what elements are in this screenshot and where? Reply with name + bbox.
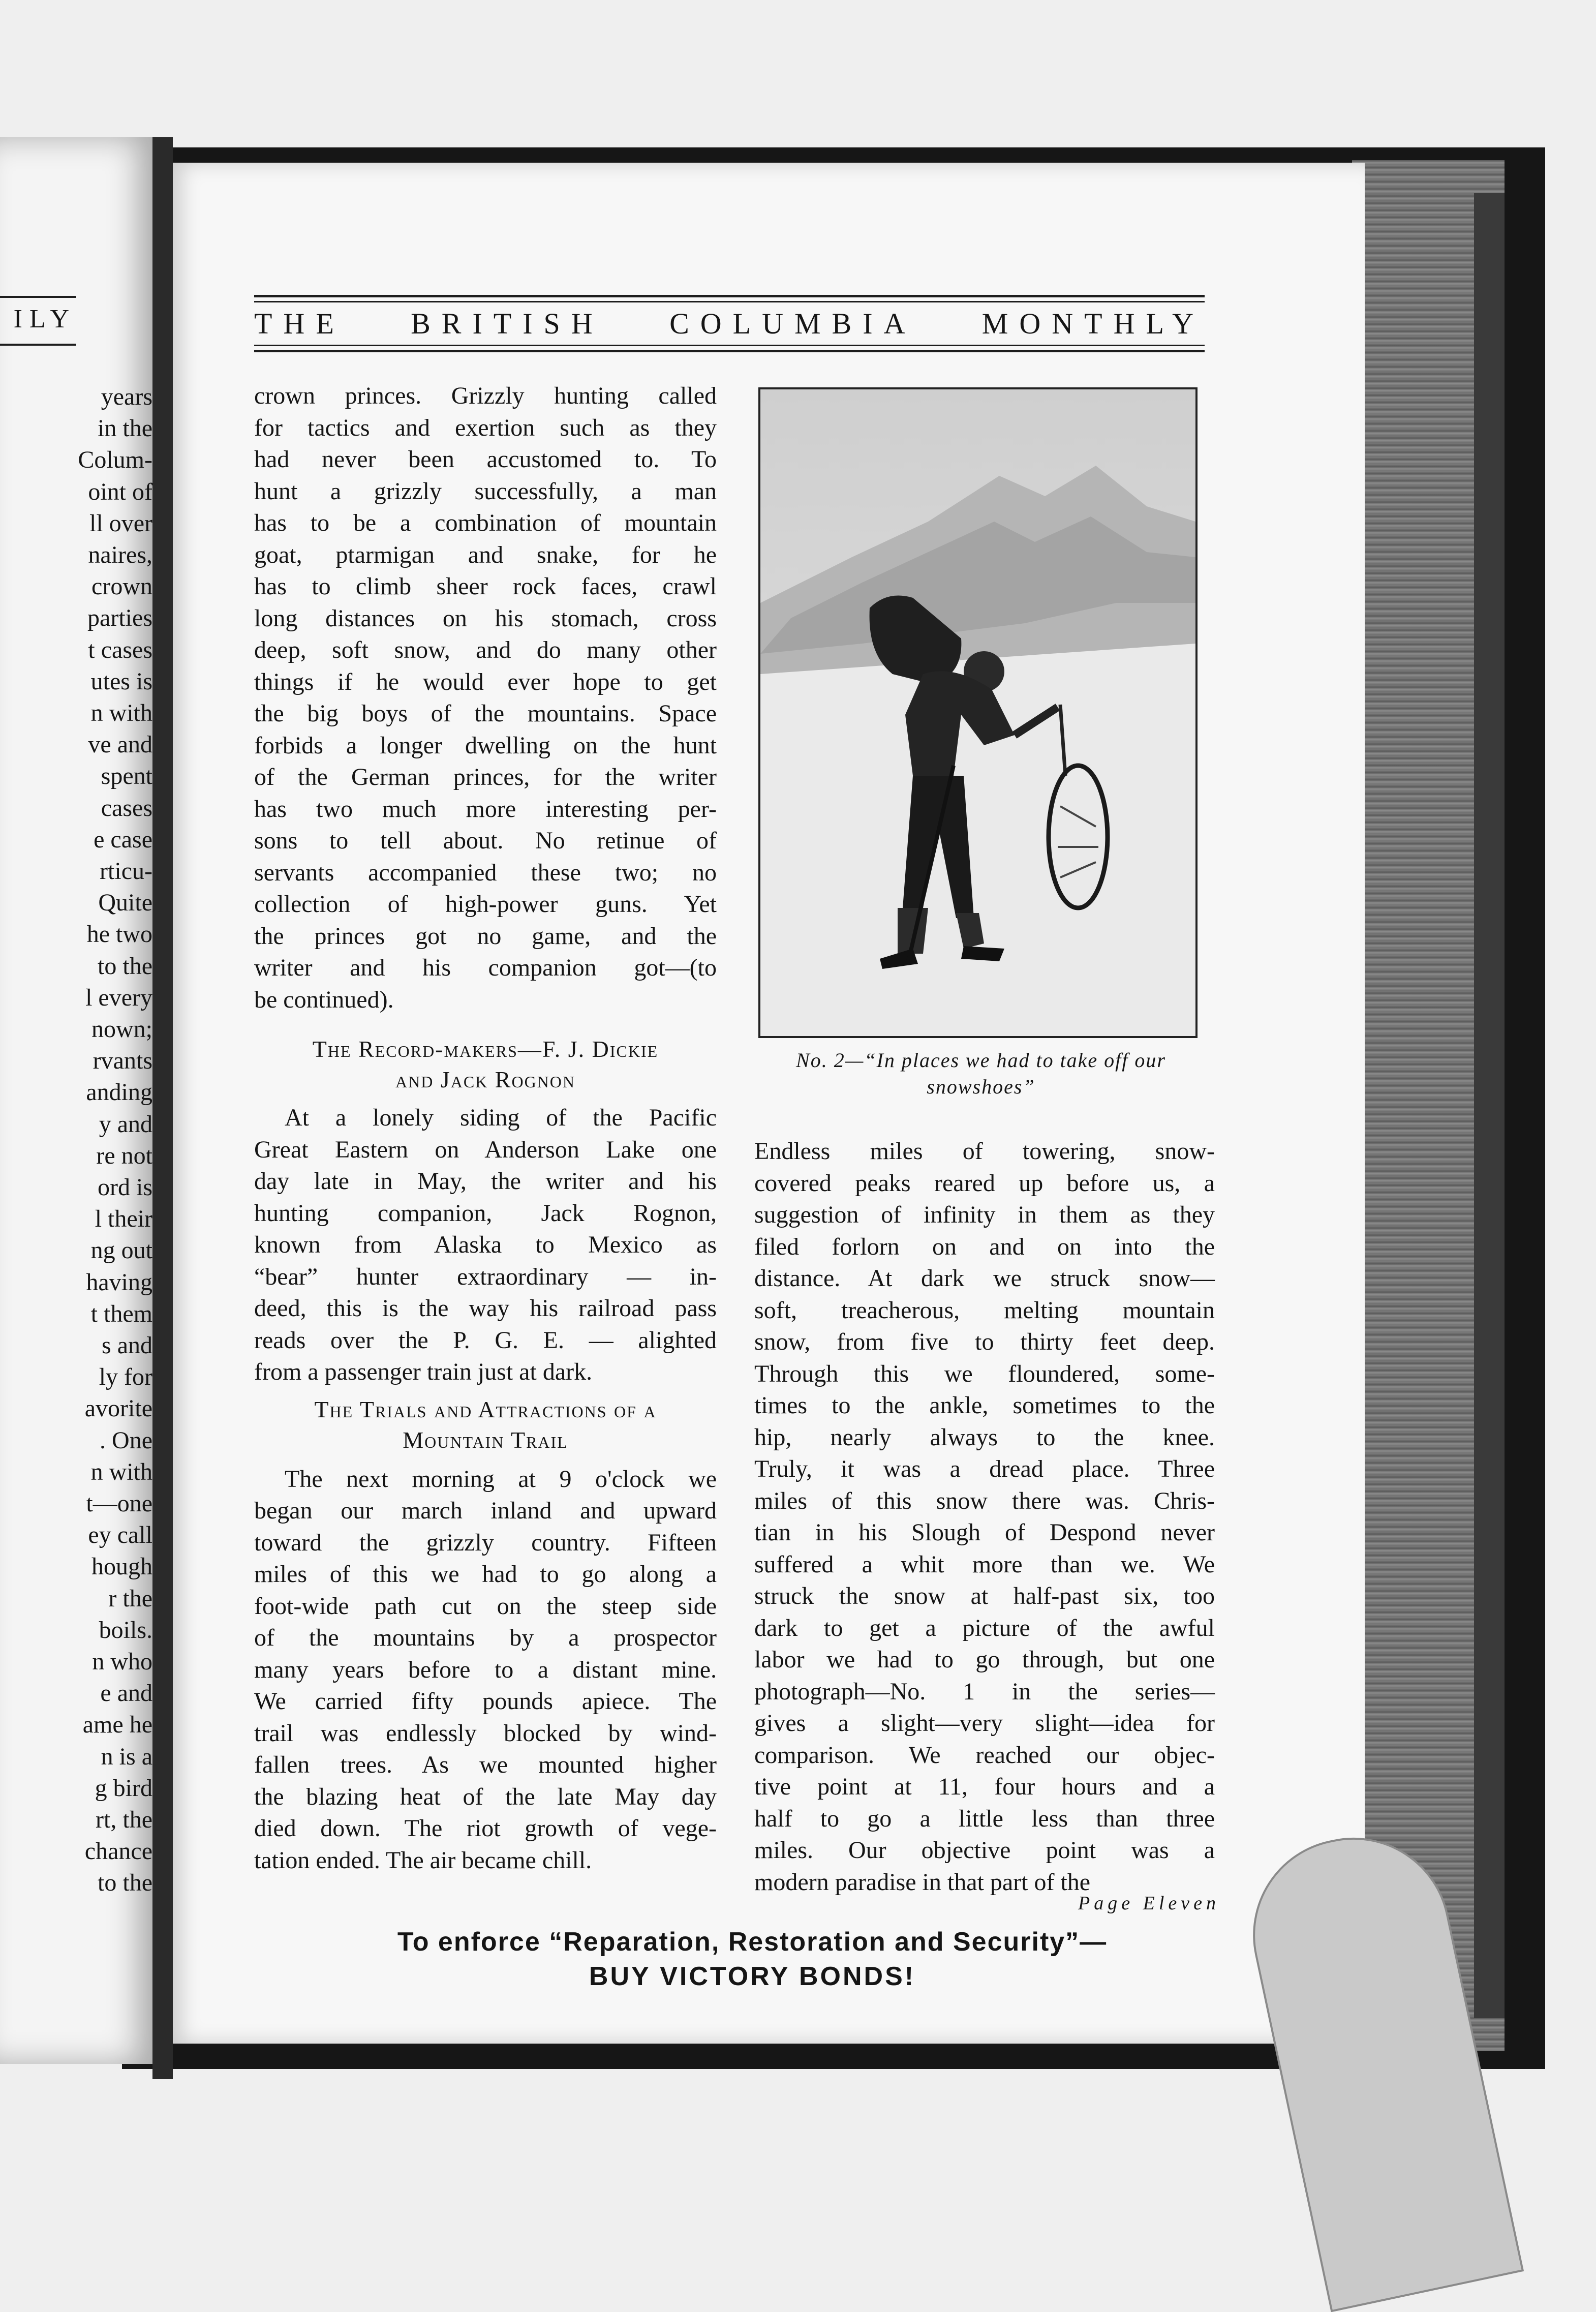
masthead-rule-top-1 — [254, 295, 1205, 297]
left-page-line: ng out — [90, 1237, 152, 1264]
text-line: had never been accustomed to. To — [254, 446, 717, 473]
left-page-line: g bird — [95, 1774, 152, 1802]
left-page-line: Quite — [98, 889, 152, 917]
text-line: from a passenger train just at dark. — [254, 1358, 593, 1385]
photograph — [758, 387, 1198, 1038]
text-line: hip, nearly always to the knee. — [754, 1423, 1215, 1451]
section-heading-record-makers — [254, 1034, 717, 1095]
photo-caption — [752, 1047, 1210, 1100]
left-page-line: spent — [101, 763, 152, 790]
text-line: Great Eastern on Anderson Lake one — [254, 1136, 717, 1163]
left-page-line: he two — [86, 921, 152, 948]
text-line: miles of this snow there was. Chris- — [754, 1487, 1215, 1514]
left-page-line: to the — [98, 1869, 152, 1897]
left-page-line: ll over — [89, 509, 152, 537]
left-page-line: . One — [100, 1426, 152, 1454]
book-gutter — [152, 137, 173, 2079]
text-line: struck the snow at half-past six, too — [754, 1583, 1215, 1609]
text-line: for tactics and exertion such as they — [254, 414, 717, 441]
left-page-header-fragment: ILY — [13, 305, 76, 333]
left-page-line: ame he — [82, 1711, 152, 1739]
left-page-line: chance — [84, 1838, 152, 1865]
text-line: the princes got no game, and the — [254, 922, 717, 950]
left-page-line: t them — [90, 1300, 152, 1327]
text-line: “bear” hunter extraordinary — in- — [254, 1263, 717, 1290]
left-header-rule-bottom — [0, 344, 76, 346]
text-line: the blazing heat of the late May day — [254, 1783, 717, 1810]
left-page-line: y and — [99, 1110, 152, 1138]
left-page-line: t cases — [88, 636, 152, 663]
text-line: miles. Our objective point was a — [754, 1837, 1215, 1864]
text-line: goat, ptarmigan and snake, for he — [254, 541, 717, 568]
left-page-line: n who — [92, 1648, 152, 1675]
left-page-line: rticu- — [100, 858, 152, 885]
text-line: The next morning at 9 o'clock we — [285, 1465, 717, 1493]
text-line: half to go a little less than three — [754, 1805, 1215, 1832]
left-page-line: t—one — [86, 1490, 152, 1517]
left-page-line: hough — [91, 1553, 152, 1580]
left-page-line: having — [86, 1268, 152, 1296]
left-page-line: ey call — [88, 1522, 152, 1549]
text-line: reads over the P. G. E. — alighted — [254, 1326, 717, 1354]
left-page-line: n with — [90, 1458, 152, 1485]
left-page-line: ly for — [99, 1363, 152, 1391]
text-line: fallen trees. As we mounted higher — [254, 1751, 717, 1778]
text-line: tive point at 11, four hours and a — [754, 1773, 1215, 1800]
left-page-line: utes is — [90, 667, 152, 695]
text-line: of the mountains by a prospector — [254, 1624, 717, 1651]
masthead-rule-top-2 — [254, 301, 1205, 302]
masthead-rule-bottom-2 — [254, 350, 1205, 352]
masthead-word-british: BRITISH — [411, 307, 604, 340]
left-page-line: boils. — [99, 1616, 152, 1644]
left-page-line: cases — [101, 794, 152, 822]
left-page-line: rvants — [93, 1047, 152, 1075]
text-line: tation ended. The air became chill. — [254, 1846, 592, 1874]
left-page-line: l their — [95, 1205, 152, 1233]
text-line: tian in his Slough of Despond never — [754, 1519, 1215, 1546]
text-line: dark to get a picture of the awful — [754, 1614, 1215, 1641]
page-edges-shadow — [1474, 193, 1505, 2018]
text-line: Endless miles of towering, snow- — [754, 1138, 1215, 1165]
text-line: modern paradise in that part of the — [754, 1868, 1091, 1896]
left-page-line: re not — [96, 1142, 152, 1169]
heading-line: and Jack Rognon — [395, 1067, 576, 1092]
masthead-word-monthly: MONTHLY — [981, 307, 1205, 340]
text-line: the big boys of the mountains. Space — [254, 700, 717, 727]
text-line: At a lonely siding of the Pacific — [285, 1104, 717, 1131]
text-line: hunt a grizzly successfully, a man — [254, 477, 717, 505]
text-line: known from Alaska to Mexico as — [254, 1231, 717, 1258]
left-page-line: ve and — [88, 731, 152, 758]
text-line: covered peaks reared up before us, a — [754, 1169, 1215, 1197]
left-page-line: anding — [86, 1079, 152, 1106]
heading-line: The Record-makers—F. J. Dickie — [312, 1036, 659, 1062]
left-page-line: years — [101, 383, 152, 410]
left-page-line: crown — [91, 573, 152, 600]
text-line: things if he would ever hope to get — [254, 668, 717, 695]
article-column-1 — [254, 380, 717, 1876]
left-page-line: naires, — [88, 541, 152, 568]
left-page-line: r the — [108, 1585, 152, 1612]
section-heading-trials — [254, 1394, 717, 1455]
text-line: sons to tell about. No retinue of — [254, 827, 717, 854]
photo-illustration — [760, 389, 1195, 1036]
text-line: has to be a combination of mountain — [254, 509, 717, 536]
left-page-line: ord is — [98, 1174, 152, 1201]
masthead-word-columbia: COLUMBIA — [669, 307, 916, 340]
paragraph-endless-miles — [754, 1136, 1215, 1898]
text-line: day late in May, the writer and his — [254, 1168, 717, 1195]
text-line: died down. The riot growth of vege- — [254, 1815, 717, 1842]
left-page-line: nown; — [91, 1016, 152, 1043]
left-page-line: avorite — [84, 1395, 152, 1422]
text-line: collection of high-power guns. Yet — [254, 891, 717, 918]
left-page-line: l every — [85, 984, 152, 1011]
text-line: Truly, it was a dread place. Three — [754, 1455, 1215, 1482]
left-page-line: e case — [94, 826, 152, 853]
text-line: miles of this we had to go along a — [254, 1561, 717, 1588]
text-line: many years before to a distant mine. — [254, 1656, 717, 1683]
text-line: deep, soft snow, and do many other — [254, 636, 717, 663]
page-number: Page Eleven — [1078, 1893, 1220, 1914]
text-line: deed, this is the way his railroad pass — [254, 1295, 717, 1322]
left-page-line: parties — [87, 604, 152, 632]
text-line: Through this we floundered, some- — [754, 1360, 1215, 1387]
left-page-line: rt, the — [96, 1806, 152, 1833]
text-line: writer and his companion got—(to — [254, 954, 717, 981]
heading-line: The Trials and Attractions of a — [314, 1396, 657, 1422]
text-line: foot-wide path cut on the steep side — [254, 1592, 717, 1620]
text-line: be continued). — [254, 986, 394, 1013]
masthead-rule-bottom-1 — [254, 345, 1205, 346]
text-line: photograph—No. 1 in the series— — [754, 1678, 1215, 1705]
text-line: forbids a longer dwelling on the hunt — [254, 732, 717, 759]
masthead-word-the: THE — [254, 307, 345, 340]
text-line: suffered a whit more than we. We — [754, 1550, 1215, 1578]
left-page-line: oint of — [88, 478, 152, 505]
text-line: comparison. We reached our objec- — [754, 1741, 1215, 1769]
victory-bonds-call: BUY VICTORY BONDS! — [589, 1962, 916, 1991]
text-line: We carried fifty pounds apiece. The — [254, 1688, 717, 1715]
text-line: gives a slight—very slight—idea for — [754, 1710, 1215, 1737]
left-page-line: Colum- — [78, 446, 152, 474]
left-page-line: to the — [98, 952, 152, 980]
text-line: labor we had to go through, but one — [754, 1646, 1215, 1673]
text-line: toward the grizzly country. Fifteen — [254, 1529, 717, 1556]
text-line: times to the ankle, sometimes to the — [754, 1392, 1215, 1419]
paragraph-siding — [254, 1102, 717, 1388]
left-page-line: n with — [90, 699, 152, 726]
victory-bonds-slogan: To enforce “Reparation, Restoration and Security”— — [397, 1927, 1108, 1957]
text-line: crown princes. Grizzly hunting called — [254, 382, 717, 409]
left-page-line: e and — [100, 1680, 152, 1707]
text-line: has to climb sheer rock faces, crawl — [254, 573, 717, 600]
text-line: servants accompanied these two; no — [254, 859, 717, 886]
text-line: filed forlorn on and on into the — [754, 1233, 1215, 1260]
text-line: suggestion of infinity in them as they — [754, 1201, 1215, 1228]
article-column-2 — [754, 1136, 1215, 1898]
text-line: hunting companion, Jack Rognon, — [254, 1199, 717, 1227]
text-line: trail was endlessly blocked by wind- — [254, 1719, 717, 1747]
left-page-line: n is a — [101, 1743, 152, 1770]
text-line: distance. At dark we struck snow— — [754, 1265, 1215, 1292]
paragraph-next-morning — [254, 1464, 717, 1877]
left-page-line: in the — [98, 415, 152, 442]
text-line: of the German princes, for the writer — [254, 764, 717, 790]
heading-line: Mountain Trail — [403, 1426, 568, 1453]
text-line: long distances on his stomach, cross — [254, 604, 717, 632]
text-line: began our march inland and upward — [254, 1497, 717, 1524]
left-header-rule-top — [0, 296, 76, 298]
masthead — [254, 304, 1205, 343]
text-line: has two much more interesting per- — [254, 795, 717, 823]
caption-line: No. 2—“In places we had to take off our — [796, 1049, 1166, 1072]
left-page-line: s and — [102, 1332, 152, 1359]
caption-line: snowshoes” — [927, 1075, 1035, 1098]
text-line: soft, treacherous, melting mountain — [754, 1296, 1215, 1324]
paragraph-continued — [254, 380, 717, 1016]
text-line: snow, from five to thirty feet deep. — [754, 1328, 1215, 1355]
